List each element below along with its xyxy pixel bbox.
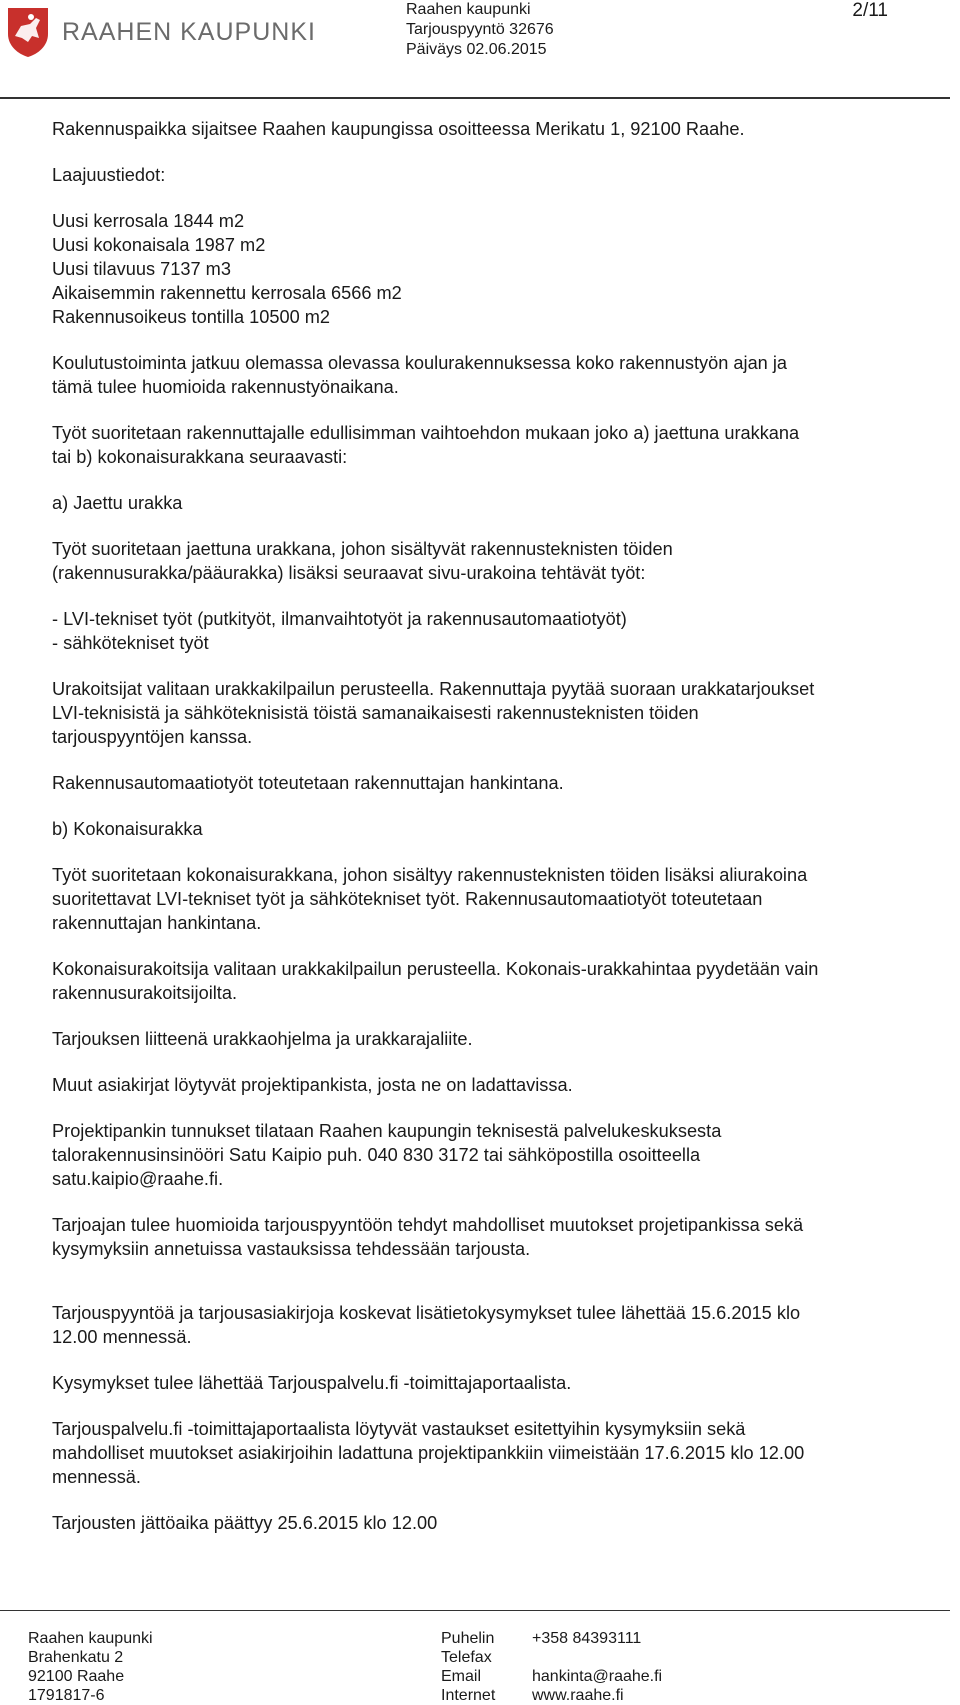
- text-line: tämä tulee huomioida rakennustyönaikana.: [52, 377, 399, 397]
- contractor-selection-paragraph: [52, 677, 952, 749]
- header-org: Raahen kaupunki: [406, 1, 531, 18]
- logo-text: RAAHEN KAUPUNKI: [62, 17, 316, 46]
- attachments-paragraph: Tarjouksen liitteenä urakkaohjelma ja urakkarajaliite.: [52, 1029, 473, 1049]
- contract-options-paragraph: [52, 421, 952, 469]
- page-header: [0, 0, 960, 100]
- text-line: kysymyksiin annetuissa vastauksissa tehdessään tarjousta.: [52, 1239, 531, 1259]
- fax-label: Telefax: [441, 1649, 492, 1666]
- document-body: [52, 117, 952, 1535]
- option-a-paragraph: [52, 537, 952, 585]
- main-contractor-paragraph: [52, 957, 952, 1005]
- text-line: Tarjouspyyntöä ja tarjousasiakirjoja koskevat lisätietokysymykset tulee lähettää 15.6.2015 klo: [52, 1303, 801, 1323]
- text-line: Työt suoritetaan jaettuna urakkana, johon sisältyvät rakennusteknisten töiden: [52, 539, 673, 559]
- school-paragraph: [52, 351, 952, 399]
- text-line: Projektipankin tunnukset tilataan Raahen kaupungin teknisestä palvelukeskuksesta: [52, 1121, 722, 1141]
- text-line: Kokonaisurakoitsija valitaan urakkakilpailun perusteella. Kokonais-urakkahintaa pyydetään vain: [52, 959, 819, 979]
- list-item: - sähkötekniset työt: [52, 633, 209, 653]
- fax-value: [532, 1648, 662, 1667]
- coat-of-arms-icon: [6, 6, 50, 58]
- text-line: rakennuttajan hankintana.: [52, 913, 262, 933]
- city-logo: [6, 6, 316, 58]
- scope-item: Uusi kokonaisala 1987 m2: [52, 235, 266, 255]
- text-line: tai b) kokonaisurakkana seuraavasti:: [52, 447, 348, 467]
- credentials-paragraph: [52, 1119, 952, 1191]
- footer-street: Brahenkatu 2: [28, 1649, 124, 1666]
- text-line: Työt suoritetaan kokonaisurakkana, johon sisältyy rakennusteknisten töiden lisäksi aliurakoina: [52, 865, 808, 885]
- footer-divider: [0, 1610, 950, 1611]
- text-line: talorakennusinsinööri Satu Kaipio puh. 040 830 3172 tai sähköpostilla osoitteella: [52, 1145, 701, 1165]
- answers-paragraph: [52, 1417, 952, 1489]
- scope-item: Uusi kerrosala 1844 m2: [52, 211, 245, 231]
- scope-item: Rakennusoikeus tontilla 10500 m2: [52, 307, 331, 327]
- email-label: Email: [441, 1668, 482, 1685]
- questions-deadline-paragraph: [52, 1301, 952, 1349]
- header-divider: [0, 97, 950, 99]
- header-date: Päiväys 02.06.2015: [406, 41, 547, 58]
- footer-labels: [441, 1629, 495, 1705]
- footer-values: [532, 1629, 662, 1705]
- header-info: [406, 0, 554, 60]
- email-value[interactable]: hankinta@raahe.fi: [532, 1668, 663, 1685]
- scope-item: Uusi tilavuus 7137 m3: [52, 259, 231, 279]
- footer-business-id: 1791817-6: [28, 1687, 105, 1704]
- footer-address: [28, 1629, 153, 1705]
- footer-postal: 92100 Raahe: [28, 1668, 125, 1685]
- footer-org: Raahen kaupunki: [28, 1630, 153, 1647]
- text-line: Työt suoritetaan rakennuttajalle edullisimman vaihtoehdon mukaan joko a) jaettuna urakkana: [52, 423, 800, 443]
- internet-label: Internet: [441, 1687, 496, 1704]
- text-line: suoritettavat LVI-tekniset työt ja sähkötekniset työt. Rakennusautomaatiotyöt toteutetaan: [52, 889, 763, 909]
- list-item: - LVI-tekniset työt (putkityöt, ilmanvaihtotyöt ja rakennusautomaatiotyöt): [52, 609, 627, 629]
- text-line: Tarjoajan tulee huomioida tarjouspyyntöön tehdyt mahdolliset muutokset projetipankissa sekä: [52, 1215, 804, 1235]
- text-line: mahdolliset muutokset asiakirjoihin ladattuna projektipankkiin viimeistään 17.6.2015 klo 12.00: [52, 1443, 805, 1463]
- submission-deadline-paragraph: Tarjousten jättöaika päättyy 25.6.2015 klo 12.00: [52, 1513, 438, 1533]
- text-line: tarjouspyyntöjen kanssa.: [52, 727, 253, 747]
- text-line: (rakennusurakka/pääurakka) lisäksi seuraavat sivu-urakoina tehtävät työt:: [52, 563, 646, 583]
- scope-heading: Laajuustiedot:: [52, 165, 166, 185]
- page-number: 2/11: [852, 0, 888, 21]
- text-line: 12.00 mennessä.: [52, 1327, 192, 1347]
- changes-paragraph: [52, 1213, 952, 1261]
- text-line: LVI-teknisistä ja sähköteknisistä töistä samanaikaisesti rakennusteknisten töiden: [52, 703, 699, 723]
- option-b-heading: b) Kokonaisurakka: [52, 819, 203, 839]
- text-line: Koulutustoiminta jatkuu olemassa olevassa koulurakennuksessa koko rakennustyön ajan ja: [52, 353, 788, 373]
- scope-list: [52, 209, 952, 329]
- text-line: Urakoitsijat valitaan urakkakilpailun perusteella. Rakennuttaja pyytää suoraan urakkatarjoukset: [52, 679, 815, 699]
- questions-channel-paragraph: Kysymykset tulee lähettää Tarjouspalvelu.fi -toimittajaportaalista.: [52, 1373, 572, 1393]
- text-line: rakennusurakoitsijoilta.: [52, 983, 238, 1003]
- header-reference: Tarjouspyyntö 32676: [406, 21, 554, 38]
- text-line: Tarjouspalvelu.fi -toimittajaportaalista löytyvät vastaukset esitettyihin kysymyksiin sekä: [52, 1419, 746, 1439]
- website-link[interactable]: www.raahe.fi: [532, 1687, 624, 1704]
- automation-paragraph: Rakennusautomaatiotyöt toteutetaan rakennuttajan hankintana.: [52, 773, 564, 793]
- text-line: mennessä.: [52, 1467, 141, 1487]
- option-b-paragraph: [52, 863, 952, 935]
- location-paragraph: Rakennuspaikka sijaitsee Raahen kaupungissa osoitteessa Merikatu 1, 92100 Raahe.: [52, 119, 745, 139]
- phone-value: +358 84393111: [532, 1630, 642, 1647]
- option-a-heading: a) Jaettu urakka: [52, 493, 183, 513]
- subcontract-list: [52, 607, 952, 655]
- text-line: satu.kaipio@raahe.fi.: [52, 1169, 224, 1189]
- documents-paragraph: Muut asiakirjat löytyvät projektipankista, josta ne on ladattavissa.: [52, 1075, 573, 1095]
- phone-label: Puhelin: [441, 1630, 495, 1647]
- scope-item: Aikaisemmin rakennettu kerrosala 6566 m2: [52, 283, 402, 303]
